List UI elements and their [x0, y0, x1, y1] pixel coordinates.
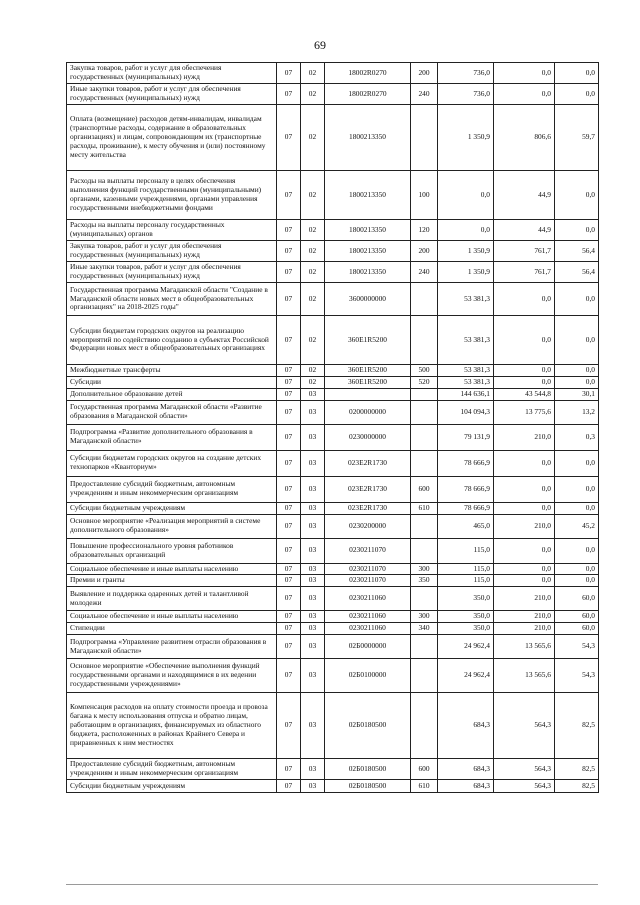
row-name-cell: Расходы на выплаты персоналу в целях обеспечения выполнения функций государственными (муниципальными) органами, казенными учреждениями, органами управления государственными внебюджетными фондами [67, 171, 277, 220]
expense-type-cell: 350 [411, 575, 438, 587]
row-name-cell: Расходы на выплаты персоналу государственных (муниципальных) органов [67, 220, 277, 241]
execution-percent-cell: 0,0 [555, 220, 599, 241]
execution-percent-cell: 59,7 [555, 105, 599, 171]
executed-amount-cell: 564,3 [494, 780, 555, 793]
executed-amount-cell: 210,0 [494, 623, 555, 635]
approved-amount-cell: 684,3 [438, 693, 494, 759]
execution-percent-cell: 0,0 [555, 171, 599, 220]
executed-amount-cell: 0,0 [494, 376, 555, 388]
expense-type-cell [411, 283, 438, 316]
subsection-code-cell: 02 [301, 241, 325, 262]
subsection-code-cell: 02 [301, 171, 325, 220]
executed-amount-cell: 0,0 [494, 63, 555, 84]
target-article-cell: 1800213350 [325, 241, 411, 262]
approved-amount-cell: 53 381,3 [438, 365, 494, 377]
section-code-cell: 07 [277, 424, 301, 450]
section-code-cell: 07 [277, 476, 301, 502]
row-name-cell: Стипендии [67, 623, 277, 635]
table-row [67, 262, 599, 283]
approved-amount-cell: 115,0 [438, 563, 494, 575]
section-code-cell: 07 [277, 220, 301, 241]
row-name-cell: Премии и гранты [67, 575, 277, 587]
executed-amount-cell: 806,6 [494, 105, 555, 171]
subsection-code-cell: 03 [301, 450, 325, 476]
target-article-cell: 023E2R1730 [325, 476, 411, 502]
table-row [67, 502, 599, 514]
row-name-cell: Основное мероприятие «Реализация мероприятий в системе дополнительного образования» [67, 514, 277, 538]
expense-type-cell: 300 [411, 611, 438, 623]
executed-amount-cell: 761,7 [494, 241, 555, 262]
target-article-cell: 0230211070 [325, 575, 411, 587]
execution-percent-cell: 0,0 [555, 450, 599, 476]
expense-type-cell [411, 587, 438, 611]
table-row [67, 63, 599, 84]
expense-type-cell: 100 [411, 171, 438, 220]
row-name-cell: Субсидии бюджетным учреждениям [67, 502, 277, 514]
footer-divider [66, 884, 598, 885]
target-article-cell: 360E1R5200 [325, 376, 411, 388]
table-body [67, 63, 599, 793]
expense-type-cell: 120 [411, 220, 438, 241]
row-name-cell: Закупка товаров, работ и услуг для обеспечения государственных (муниципальных) нужд [67, 241, 277, 262]
execution-percent-cell: 0,0 [555, 538, 599, 563]
section-code-cell: 07 [277, 635, 301, 659]
approved-amount-cell: 53 381,3 [438, 316, 494, 365]
execution-percent-cell: 0,0 [555, 502, 599, 514]
subsection-code-cell: 03 [301, 514, 325, 538]
table-row [67, 780, 599, 793]
execution-percent-cell: 60,0 [555, 623, 599, 635]
section-code-cell: 07 [277, 388, 301, 400]
table-row [67, 611, 599, 623]
section-code-cell: 07 [277, 538, 301, 563]
approved-amount-cell: 115,0 [438, 575, 494, 587]
target-article-cell: 0200000000 [325, 400, 411, 424]
table-row [67, 105, 599, 171]
approved-amount-cell: 53 381,3 [438, 376, 494, 388]
section-code-cell: 07 [277, 502, 301, 514]
execution-percent-cell: 45,2 [555, 514, 599, 538]
table-row [67, 450, 599, 476]
subsection-code-cell: 03 [301, 388, 325, 400]
section-code-cell: 07 [277, 262, 301, 283]
executed-amount-cell: 564,3 [494, 759, 555, 780]
row-name-cell: Иные закупки товаров, работ и услуг для обеспечения государственных (муниципальных) нужд [67, 84, 277, 105]
executed-amount-cell: 44,9 [494, 171, 555, 220]
table-row [67, 171, 599, 220]
row-name-cell: Подпрограмма «Управление развитием отрасли образования в Магаданской области» [67, 635, 277, 659]
execution-percent-cell: 54,3 [555, 635, 599, 659]
execution-percent-cell: 60,0 [555, 611, 599, 623]
table-row [67, 693, 599, 759]
expense-type-cell: 200 [411, 241, 438, 262]
expense-type-cell [411, 424, 438, 450]
row-name-cell: Предоставление субсидий бюджетным, автономным учреждениям и иным некоммерческим организациям [67, 759, 277, 780]
approved-amount-cell: 684,3 [438, 759, 494, 780]
subsection-code-cell: 02 [301, 283, 325, 316]
subsection-code-cell: 02 [301, 220, 325, 241]
approved-amount-cell: 1 350,9 [438, 262, 494, 283]
table-row [67, 476, 599, 502]
expense-type-cell [411, 538, 438, 563]
execution-percent-cell: 0,0 [555, 316, 599, 365]
table-row [67, 575, 599, 587]
approved-amount-cell: 78 666,9 [438, 502, 494, 514]
execution-percent-cell: 0,0 [555, 84, 599, 105]
expense-type-cell: 610 [411, 780, 438, 793]
row-name-cell: Государственная программа Магаданской области «Развитие образования в Магаданской области» [67, 400, 277, 424]
section-code-cell: 07 [277, 283, 301, 316]
expense-type-cell: 240 [411, 84, 438, 105]
section-code-cell: 07 [277, 780, 301, 793]
section-code-cell: 07 [277, 575, 301, 587]
execution-percent-cell: 60,0 [555, 587, 599, 611]
row-name-cell: Субсидии бюджетам городских округов на создание детских технопарков «Кванториум» [67, 450, 277, 476]
expense-type-cell: 340 [411, 623, 438, 635]
target-article-cell: 1800213350 [325, 262, 411, 283]
target-article-cell: 18002R0270 [325, 84, 411, 105]
row-name-cell: Закупка товаров, работ и услуг для обеспечения государственных (муниципальных) нужд [67, 63, 277, 84]
execution-percent-cell: 13,2 [555, 400, 599, 424]
approved-amount-cell: 684,3 [438, 780, 494, 793]
execution-percent-cell: 0,0 [555, 563, 599, 575]
approved-amount-cell: 0,0 [438, 171, 494, 220]
subsection-code-cell: 03 [301, 635, 325, 659]
subsection-code-cell: 03 [301, 575, 325, 587]
target-article-cell: 360E1R5200 [325, 316, 411, 365]
table-row [67, 759, 599, 780]
row-name-cell: Государственная программа Магаданской области "Создание в Магаданской области новых мест в общеобразовательных организациях" на 2018-2025 годы" [67, 283, 277, 316]
expense-type-cell [411, 514, 438, 538]
target-article-cell: 1800213350 [325, 171, 411, 220]
page-number: 69 [314, 38, 326, 52]
approved-amount-cell: 24 962,4 [438, 635, 494, 659]
execution-percent-cell: 0,0 [555, 476, 599, 502]
target-article-cell: 0230211060 [325, 611, 411, 623]
executed-amount-cell: 0,0 [494, 502, 555, 514]
section-code-cell: 07 [277, 316, 301, 365]
subsection-code-cell: 03 [301, 693, 325, 759]
executed-amount-cell: 0,0 [494, 476, 555, 502]
section-code-cell: 07 [277, 563, 301, 575]
target-article-cell: 0230000000 [325, 424, 411, 450]
row-name-cell: Субсидии бюджетам городских округов на реализацию мероприятий по содействию созданию в субъектах Российской Федерации новых мест в общеобразовательных организациях [67, 316, 277, 365]
executed-amount-cell: 13 775,6 [494, 400, 555, 424]
target-article-cell: 0230211060 [325, 623, 411, 635]
execution-percent-cell: 0,0 [555, 365, 599, 377]
expense-type-cell [411, 635, 438, 659]
table-row [67, 283, 599, 316]
row-name-cell: Оплата (возмещение) расходов детям-инвалидам, инвалидам (транспортные расходы, содержание в образовательных организациях) и лицам, сопровождающим их (транспортные расходы, проживание), к месту обучения и (или) постоянному месту жительства [67, 105, 277, 171]
subsection-code-cell: 03 [301, 611, 325, 623]
target-article-cell: 02Б0180500 [325, 780, 411, 793]
table-row [67, 424, 599, 450]
executed-amount-cell: 0,0 [494, 563, 555, 575]
section-code-cell: 07 [277, 241, 301, 262]
approved-amount-cell: 350,0 [438, 623, 494, 635]
expense-type-cell [411, 693, 438, 759]
executed-amount-cell: 210,0 [494, 424, 555, 450]
target-article-cell: 1800213350 [325, 105, 411, 171]
approved-amount-cell: 736,0 [438, 63, 494, 84]
executed-amount-cell: 761,7 [494, 262, 555, 283]
table-row [67, 220, 599, 241]
expense-type-cell: 600 [411, 759, 438, 780]
row-name-cell: Основное мероприятие «Обеспечение выполнения функций государственными органами и находящимися в их ведении государственными учреждениями» [67, 659, 277, 693]
execution-percent-cell: 0,0 [555, 575, 599, 587]
table-row [67, 388, 599, 400]
table-row [67, 84, 599, 105]
executed-amount-cell: 0,0 [494, 538, 555, 563]
executed-amount-cell: 13 565,6 [494, 635, 555, 659]
table-row [67, 316, 599, 365]
section-code-cell: 07 [277, 759, 301, 780]
execution-percent-cell: 82,5 [555, 780, 599, 793]
expense-type-cell [411, 659, 438, 693]
section-code-cell: 07 [277, 84, 301, 105]
execution-percent-cell: 56,4 [555, 241, 599, 262]
executed-amount-cell: 0,0 [494, 84, 555, 105]
subsection-code-cell: 02 [301, 365, 325, 377]
executed-amount-cell: 0,0 [494, 575, 555, 587]
approved-amount-cell: 736,0 [438, 84, 494, 105]
target-article-cell: 18002R0270 [325, 63, 411, 84]
target-article-cell: 1800213350 [325, 220, 411, 241]
execution-percent-cell: 0,0 [555, 63, 599, 84]
execution-percent-cell: 56,4 [555, 262, 599, 283]
expense-type-cell [411, 316, 438, 365]
subsection-code-cell: 03 [301, 538, 325, 563]
subsection-code-cell: 03 [301, 623, 325, 635]
budget-table [66, 62, 599, 793]
row-name-cell: Субсидии бюджетным учреждениям [67, 780, 277, 793]
subsection-code-cell: 02 [301, 316, 325, 365]
approved-amount-cell: 104 094,3 [438, 400, 494, 424]
execution-percent-cell: 82,5 [555, 759, 599, 780]
subsection-code-cell: 02 [301, 262, 325, 283]
row-name-cell: Дополнительное образование детей [67, 388, 277, 400]
expense-type-cell: 600 [411, 476, 438, 502]
expense-type-cell: 500 [411, 365, 438, 377]
expense-type-cell [411, 105, 438, 171]
target-article-cell: 023E2R1730 [325, 502, 411, 514]
target-article-cell: 0230211060 [325, 587, 411, 611]
approved-amount-cell: 53 381,3 [438, 283, 494, 316]
approved-amount-cell: 1 350,9 [438, 105, 494, 171]
target-article-cell: 0230211070 [325, 563, 411, 575]
approved-amount-cell: 350,0 [438, 587, 494, 611]
row-name-cell: Иные закупки товаров, работ и услуг для обеспечения государственных (муниципальных) нужд [67, 262, 277, 283]
table-row [67, 514, 599, 538]
subsection-code-cell: 03 [301, 759, 325, 780]
execution-percent-cell: 0,3 [555, 424, 599, 450]
approved-amount-cell: 144 636,1 [438, 388, 494, 400]
executed-amount-cell: 43 544,8 [494, 388, 555, 400]
target-article-cell: 3600000000 [325, 283, 411, 316]
target-article-cell: 0230200000 [325, 514, 411, 538]
expense-type-cell: 610 [411, 502, 438, 514]
table-row [67, 563, 599, 575]
subsection-code-cell: 03 [301, 476, 325, 502]
executed-amount-cell: 564,3 [494, 693, 555, 759]
subsection-code-cell: 03 [301, 424, 325, 450]
executed-amount-cell: 210,0 [494, 587, 555, 611]
approved-amount-cell: 465,0 [438, 514, 494, 538]
subsection-code-cell: 02 [301, 105, 325, 171]
section-code-cell: 07 [277, 514, 301, 538]
subsection-code-cell: 03 [301, 400, 325, 424]
row-name-cell: Повышение профессионального уровня работников образовательных организаций [67, 538, 277, 563]
table-row [67, 376, 599, 388]
target-article-cell: 02Б0180500 [325, 693, 411, 759]
expense-type-cell: 520 [411, 376, 438, 388]
target-article-cell: 023E2R1730 [325, 450, 411, 476]
row-name-cell: Субсидии [67, 376, 277, 388]
execution-percent-cell: 30,1 [555, 388, 599, 400]
row-name-cell: Межбюджетные трансферты [67, 365, 277, 377]
approved-amount-cell: 78 666,9 [438, 476, 494, 502]
execution-percent-cell: 54,3 [555, 659, 599, 693]
subsection-code-cell: 03 [301, 659, 325, 693]
row-name-cell: Выявление и поддержка одаренных детей и талантливой молодежи [67, 587, 277, 611]
execution-percent-cell: 82,5 [555, 693, 599, 759]
table-row [67, 400, 599, 424]
subsection-code-cell: 02 [301, 84, 325, 105]
approved-amount-cell: 115,0 [438, 538, 494, 563]
executed-amount-cell: 210,0 [494, 611, 555, 623]
table-row [67, 659, 599, 693]
section-code-cell: 07 [277, 611, 301, 623]
section-code-cell: 07 [277, 450, 301, 476]
approved-amount-cell: 350,0 [438, 611, 494, 623]
table-row [67, 635, 599, 659]
approved-amount-cell: 79 131,9 [438, 424, 494, 450]
executed-amount-cell: 0,0 [494, 316, 555, 365]
approved-amount-cell: 0,0 [438, 220, 494, 241]
section-code-cell: 07 [277, 365, 301, 377]
section-code-cell: 07 [277, 623, 301, 635]
table-row [67, 538, 599, 563]
approved-amount-cell: 78 666,9 [438, 450, 494, 476]
section-code-cell: 07 [277, 659, 301, 693]
subsection-code-cell: 02 [301, 63, 325, 84]
expense-type-cell [411, 450, 438, 476]
subsection-code-cell: 03 [301, 780, 325, 793]
executed-amount-cell: 0,0 [494, 283, 555, 316]
target-article-cell [325, 388, 411, 400]
table-row [67, 241, 599, 262]
expense-type-cell: 200 [411, 63, 438, 84]
approved-amount-cell: 24 962,4 [438, 659, 494, 693]
executed-amount-cell: 0,0 [494, 450, 555, 476]
section-code-cell: 07 [277, 376, 301, 388]
target-article-cell: 02Б0000000 [325, 635, 411, 659]
approved-amount-cell: 1 350,9 [438, 241, 494, 262]
section-code-cell: 07 [277, 63, 301, 84]
row-name-cell: Подпрограмма «Развитие дополнительного образования в Магаданской области» [67, 424, 277, 450]
table-row [67, 623, 599, 635]
section-code-cell: 07 [277, 171, 301, 220]
subsection-code-cell: 03 [301, 563, 325, 575]
row-name-cell: Социальное обеспечение и иные выплаты населению [67, 563, 277, 575]
target-article-cell: 0230211070 [325, 538, 411, 563]
row-name-cell: Предоставление субсидий бюджетным, автономным учреждениям и иным некоммерческим организациям [67, 476, 277, 502]
target-article-cell: 02Б0100000 [325, 659, 411, 693]
expense-type-cell: 300 [411, 563, 438, 575]
expense-type-cell [411, 388, 438, 400]
subsection-code-cell: 03 [301, 587, 325, 611]
table-row [67, 587, 599, 611]
row-name-cell: Социальное обеспечение и иные выплаты населению [67, 611, 277, 623]
row-name-cell: Компенсация расходов на оплату стоимости проезда и провоза багажа к месту использования отпуска и обратно лицам, работающим в организациях, финансируемых из областного бюджета, расположенных в районах Крайнего Севера и приравненных к ним местностях [67, 693, 277, 759]
executed-amount-cell: 0,0 [494, 365, 555, 377]
subsection-code-cell: 03 [301, 502, 325, 514]
target-article-cell: 02Б0180500 [325, 759, 411, 780]
executed-amount-cell: 13 565,6 [494, 659, 555, 693]
table-row [67, 365, 599, 377]
section-code-cell: 07 [277, 105, 301, 171]
execution-percent-cell: 0,0 [555, 376, 599, 388]
executed-amount-cell: 210,0 [494, 514, 555, 538]
execution-percent-cell: 0,0 [555, 283, 599, 316]
executed-amount-cell: 44,9 [494, 220, 555, 241]
expense-type-cell [411, 400, 438, 424]
section-code-cell: 07 [277, 693, 301, 759]
subsection-code-cell: 02 [301, 376, 325, 388]
section-code-cell: 07 [277, 400, 301, 424]
target-article-cell: 360E1R5200 [325, 365, 411, 377]
section-code-cell: 07 [277, 587, 301, 611]
expense-type-cell: 240 [411, 262, 438, 283]
